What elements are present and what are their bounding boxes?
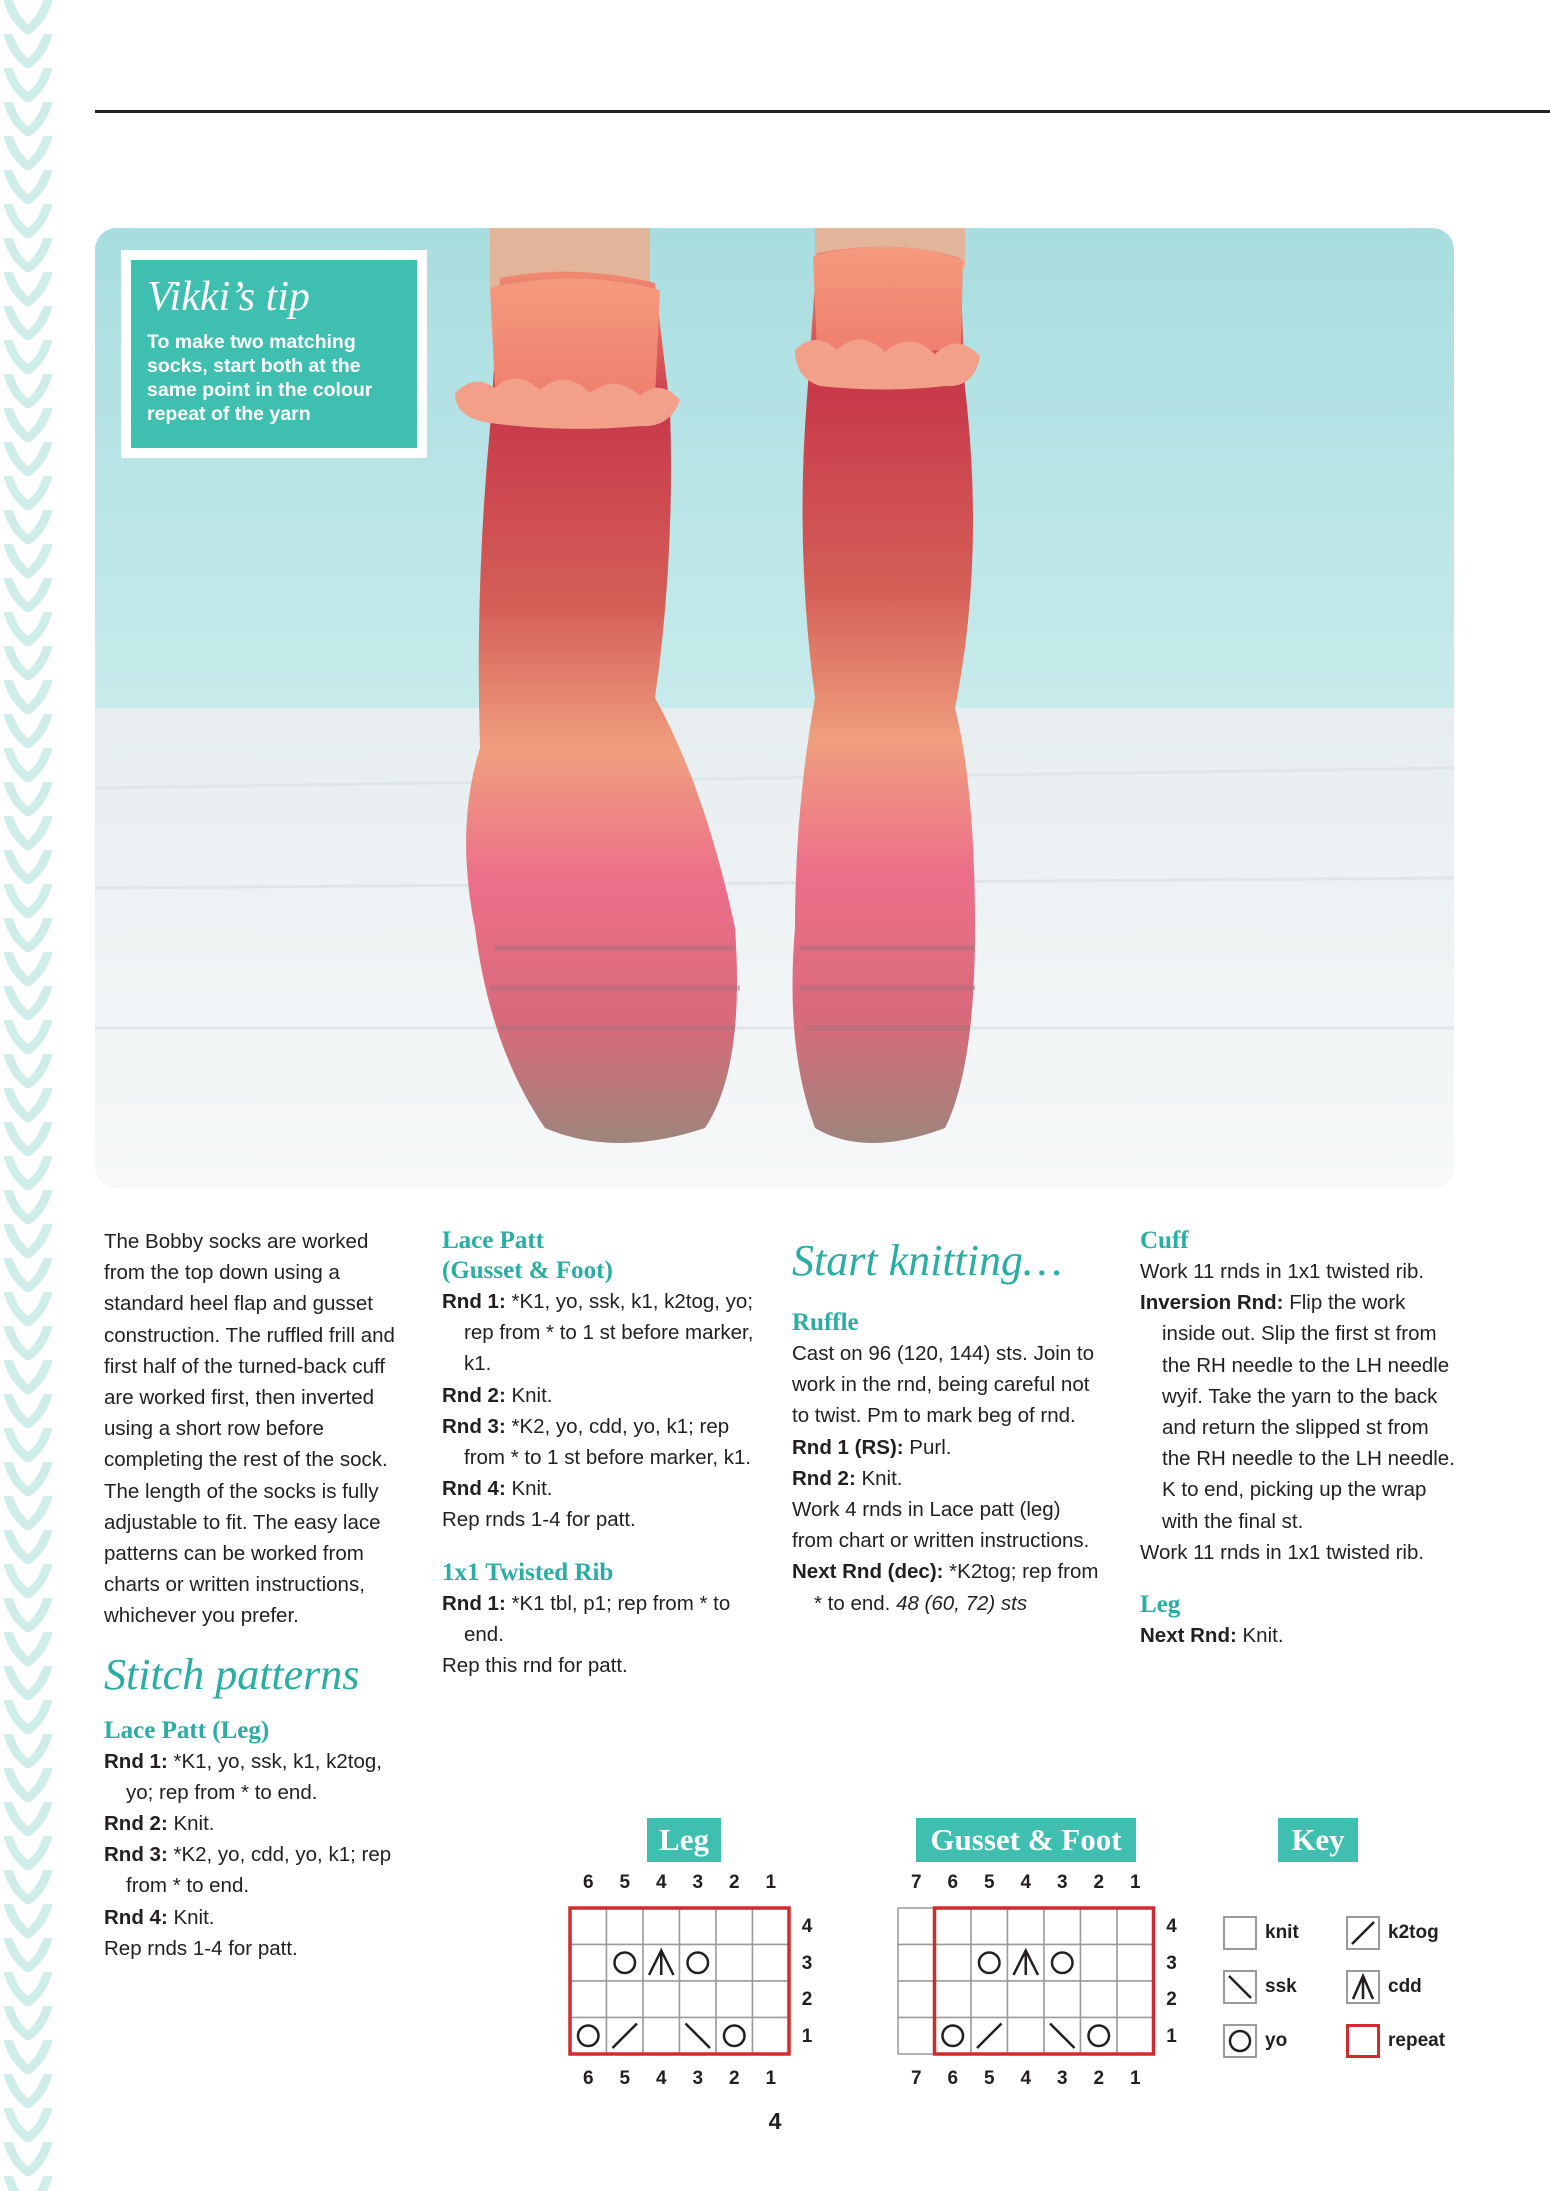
- gusset-col-label-bottom: 4: [1020, 2068, 1032, 2089]
- chart-cell: [1008, 1908, 1045, 1945]
- chart-cell: [753, 2018, 790, 2055]
- chart-cell: [935, 1981, 972, 2018]
- key-title: Key: [1278, 1818, 1358, 1862]
- chart-cell: [570, 1945, 607, 1982]
- gusset-row-label: 1: [1166, 2025, 1177, 2047]
- chart-cell: [1008, 1981, 1045, 2018]
- leg-row-label: 2: [801, 1989, 813, 2010]
- gusset-col-label-top: 5: [983, 1872, 995, 1893]
- chart-cell: [570, 2018, 607, 2055]
- gusset-col-label-bottom: 1: [1129, 2068, 1141, 2089]
- gusset-row-label: 2: [1166, 1989, 1177, 2010]
- chart-cell: [753, 1908, 790, 1945]
- rnd-text: *K1, yo, ssk, k1, k2tog, yo; rep from * to end.: [126, 1749, 382, 1804]
- yo-symbol-icon: [1089, 2026, 1110, 2047]
- leg-col-label-top: 1: [765, 1872, 777, 1893]
- gusset-rnd-1: [442, 1286, 768, 1380]
- leg-heading: Leg: [1140, 1591, 1181, 1619]
- chart-cell: [643, 1945, 680, 1982]
- chart-cell: [898, 2018, 935, 2055]
- cast-on-text: Cast on 96 (120, 144) sts. Join to work in the rnd, being careful not to twist. Pm to mark beg of rnd.: [792, 1342, 1094, 1428]
- chart-cell: [680, 1981, 717, 2018]
- rnd-text: Knit.: [855, 1466, 903, 1490]
- rnd-text: *K1 tbl, p1; rep from * to end.: [464, 1591, 731, 1646]
- chart-cell: [643, 2018, 680, 2055]
- lace-leg-rnd-1: [104, 1746, 414, 1808]
- chart-cell: [935, 2018, 972, 2055]
- k2tog-symbol-icon: [977, 2024, 1002, 2049]
- gusset-col-label-bottom: 7: [910, 2068, 922, 2089]
- rnd-text: *K2, yo, cdd, yo, k1; rep from * to 1 st before marker, k1.: [464, 1414, 752, 1470]
- leg-col-label-top: 2: [728, 1872, 740, 1893]
- chart-cell: [570, 1908, 607, 1945]
- gusset-col-label-top: 1: [1129, 1872, 1141, 1893]
- column-intro: [104, 1226, 414, 1964]
- ruffle-heading: Ruffle: [792, 1309, 859, 1336]
- cdd-symbol-icon: [1346, 1970, 1380, 2004]
- leg-col-label-top: 5: [619, 1872, 631, 1893]
- stitch-patterns-heading: Stitch patterns: [104, 1649, 360, 1699]
- rnd-label: Rnd 2:: [104, 1812, 168, 1836]
- chart-cell: [680, 1945, 717, 1982]
- rnd-label: Next Rnd (dec):: [792, 1560, 944, 1584]
- gusset-col-label-bottom: 6: [947, 2068, 959, 2089]
- rnd-label: Rnd 1:: [442, 1591, 506, 1615]
- tip-box: [121, 250, 427, 458]
- rnd-label: Inversion Rnd:: [1140, 1291, 1284, 1315]
- tip-panel: [131, 260, 417, 448]
- yo-symbol-icon: [578, 2026, 599, 2047]
- cuff-work-11-a: Work 11 rnds in 1x1 twisted rib.: [1140, 1260, 1425, 1283]
- leg-next-rnd: [1140, 1620, 1460, 1651]
- lace-leg-heading: Lace Patt (Leg): [104, 1716, 270, 1744]
- leg-chart-grid: [570, 1908, 789, 2054]
- rnd-text: *K2, yo, cdd, yo, k1; rep from * to end.: [126, 1843, 392, 1898]
- page-number: 4: [768, 2108, 782, 2134]
- k2tog-symbol-icon: [1346, 1916, 1380, 1950]
- chart-cell: [1081, 1945, 1118, 1982]
- intro-paragraph: The Bobby socks are worked from the top down using a standard heel flap and gusset construction. The ruffled frill and first half of the turned-back cuff are worked first, then inverted using a short row before completing the rest of the sock. The length of the socks is fully adjustable to fit. The easy lace patterns can be worked from charts or written instructions, whichever you prefer.: [104, 1230, 395, 1628]
- lace-leg-rnd-2: [104, 1808, 414, 1839]
- rnd-text: *K2tog; rep from * to end.: [814, 1560, 1099, 1615]
- chart-cell: [1081, 1908, 1118, 1945]
- repeat-outline: [935, 1908, 1154, 2054]
- chart-cell: [898, 1908, 935, 1945]
- cdd-symbol-icon: [1014, 1951, 1039, 1976]
- rib-heading: 1x1 Twisted Rib: [442, 1558, 614, 1586]
- leg-col-label-top: 4: [655, 1872, 667, 1893]
- leg-col-label-bottom: 4: [655, 2068, 667, 2089]
- cuff-work-11-b: Work 11 rnds in 1x1 twisted rib.: [1140, 1540, 1425, 1564]
- chart-cell: [898, 1945, 935, 1982]
- rnd-label: Rnd 1:: [442, 1290, 506, 1313]
- rib-repeat: Rep this rnd for patt.: [442, 1654, 628, 1678]
- yo-symbol-icon: [943, 2026, 964, 2047]
- leg-row-label: 3: [801, 1952, 813, 1974]
- chart-cell: [971, 1908, 1008, 1945]
- rnd-label: Next Rnd:: [1140, 1624, 1237, 1648]
- chart-cell: [1117, 1908, 1154, 1945]
- rnd-text: Knit.: [167, 1905, 215, 1929]
- rib-rnd-1: [442, 1588, 768, 1650]
- chart-cell: [607, 1981, 644, 2018]
- chart-cell: [643, 1908, 680, 1945]
- stitch-count: 48 (60, 72) sts: [896, 1591, 1028, 1615]
- gusset-col-label-bottom: 5: [983, 2068, 995, 2089]
- rnd-label: Rnd 2:: [792, 1466, 856, 1490]
- key-label-ssk: ssk: [1265, 1976, 1297, 1997]
- chart-cell: [716, 2018, 753, 2055]
- chart-cell: [716, 1908, 753, 1945]
- tip-title: Vikki’s tip: [147, 274, 310, 320]
- knit-symbol-icon: [1223, 1916, 1257, 1950]
- chart-cell: [1117, 1981, 1154, 2018]
- rnd-text: Flip the work inside out. Slip the first st from the RH needle to the LH needle wyif. Take the yarn to the back and return the slipped st from the RH needle to the LH needle. K to end, picking up the wrap with the final st.: [1162, 1291, 1455, 1533]
- rnd-text: Purl.: [903, 1435, 952, 1459]
- chart-cell: [935, 1945, 972, 1982]
- chart-cell: [1044, 2018, 1081, 2055]
- gusset-col-label-top: 7: [910, 1872, 922, 1893]
- column-start: [792, 1236, 1102, 1619]
- rnd-text: Knit.: [505, 1383, 553, 1407]
- chart-cell: [607, 2018, 644, 2055]
- gusset-rnd-4: [442, 1473, 768, 1504]
- rnd-label: Rnd 3:: [104, 1843, 168, 1867]
- leg-col-label-top: 6: [582, 1872, 594, 1893]
- gusset-col-label-bottom: 2: [1093, 2068, 1105, 2089]
- chart-cell: [570, 1981, 607, 2018]
- column-cuff: [1140, 1226, 1460, 1651]
- gusset-heading-line1: Lace Patt: [442, 1227, 545, 1254]
- repeat-outline: [570, 1908, 789, 2054]
- rnd-text: *K1, yo, ssk, k1, k2tog, yo; rep from * to 1 st before marker, k1.: [464, 1290, 754, 1376]
- chart-cell: [898, 1981, 935, 2018]
- key-label-cdd: cdd: [1388, 1976, 1422, 1997]
- chart-cell: [1117, 1945, 1154, 1982]
- rnd-label: Rnd 4:: [104, 1905, 168, 1929]
- rnd-text: Knit.: [1236, 1624, 1284, 1648]
- lace-leg-repeat: Rep rnds 1-4 for patt.: [104, 1936, 298, 1960]
- gusset-chart-grid: [898, 1908, 1154, 2054]
- chart-cell: [971, 1981, 1008, 2018]
- chart-cell: [1044, 1908, 1081, 1945]
- leg-col-label-bottom: 6: [582, 2068, 594, 2089]
- chart-cell: [643, 1981, 680, 2018]
- cdd-symbol-icon: [649, 1951, 674, 1976]
- chart-cell: [753, 1981, 790, 2018]
- work-4-rnds: Work 4 rnds in Lace patt (leg) from chart or written instructions.: [792, 1498, 1090, 1553]
- yo-symbol-icon: [1223, 2024, 1257, 2058]
- chart-cell: [971, 1945, 1008, 1982]
- chart-cell: [1008, 2018, 1045, 2055]
- ssk-symbol-icon: [1050, 2024, 1075, 2049]
- gusset-rnd-3: [442, 1411, 768, 1473]
- rnd-label: Rnd 3:: [442, 1414, 506, 1438]
- leg-chart-title: Leg: [647, 1818, 721, 1862]
- chart-cell: [1044, 1981, 1081, 2018]
- gusset-col-label-top: 2: [1093, 1872, 1105, 1893]
- rnd-label: Rnd 2:: [442, 1383, 506, 1407]
- repeat-symbol-icon: [1346, 2024, 1380, 2058]
- chart-cell: [607, 1908, 644, 1945]
- yo-symbol-icon: [615, 1953, 636, 1974]
- chart-cell: [1081, 2018, 1118, 2055]
- chart-cell: [680, 1908, 717, 1945]
- cuff-heading: Cuff: [1140, 1227, 1189, 1254]
- rnd-label: Rnd 1:: [104, 1749, 168, 1773]
- column-patterns: [442, 1226, 768, 1681]
- tip-text: To make two matching socks, start both at the same point in the colour repeat of the yarn: [147, 331, 373, 425]
- ssk-symbol-icon: [686, 2024, 711, 2049]
- ruffle-rnd-1: [792, 1432, 1102, 1463]
- chart-cell: [753, 1945, 790, 1982]
- header-rule: [95, 110, 1550, 113]
- chart-cell: [935, 1908, 972, 1945]
- chart-cell: [1117, 2018, 1154, 2055]
- lace-leg-rnd-4: [104, 1902, 414, 1933]
- gusset-chart-title: Gusset & Foot: [916, 1818, 1136, 1862]
- chart-cell: [716, 1981, 753, 2018]
- k2tog-symbol-icon: [613, 2024, 638, 2049]
- key-label-knit: knit: [1265, 1922, 1299, 1943]
- inversion-rnd: [1140, 1287, 1460, 1537]
- knit-stitch-border: [0, 0, 56, 2191]
- leg-row-label: 4: [801, 1916, 813, 1937]
- chart-cell: [971, 2018, 1008, 2055]
- chart-cell: [1044, 1945, 1081, 1982]
- gusset-col-label-bottom: 3: [1056, 2068, 1068, 2089]
- start-knitting-heading: Start knitting…: [792, 1236, 1063, 1285]
- leg-col-label-top: 3: [692, 1872, 704, 1893]
- gusset-heading-line2: (Gusset & Foot): [442, 1257, 613, 1284]
- next-rnd-dec: [792, 1556, 1102, 1618]
- yo-symbol-icon: [688, 1953, 709, 1974]
- key-label-repeat: repeat: [1388, 2030, 1446, 2051]
- yo-symbol-icon: [724, 2026, 745, 2047]
- rnd-text: Knit.: [505, 1477, 553, 1501]
- gusset-row-label: 3: [1166, 1952, 1177, 1974]
- key-label-k2tog: k2tog: [1388, 1922, 1439, 1943]
- leg-col-label-bottom: 5: [619, 2068, 631, 2089]
- lace-leg-rnd-3: [104, 1839, 414, 1901]
- gusset-repeat: Rep rnds 1-4 for patt.: [442, 1508, 636, 1532]
- gusset-col-label-top: 6: [947, 1872, 959, 1893]
- yo-symbol-icon: [979, 1953, 1000, 1974]
- leg-col-label-bottom: 3: [692, 2068, 704, 2089]
- leg-col-label-bottom: 2: [728, 2068, 740, 2089]
- gusset-row-label: 4: [1166, 1916, 1177, 1937]
- chart-cell: [1081, 1981, 1118, 2018]
- key-label-yo: yo: [1265, 2030, 1288, 2051]
- ruffle-rnd-2: [792, 1463, 1102, 1494]
- chart-cell: [680, 2018, 717, 2055]
- rnd-text: Knit.: [167, 1812, 215, 1836]
- rnd-label: Rnd 1 (RS):: [792, 1435, 904, 1459]
- chart-cell: [716, 1945, 753, 1982]
- ssk-symbol-icon: [1223, 1970, 1257, 2004]
- chart-cell: [1008, 1945, 1045, 1982]
- leg-row-label: 1: [801, 2025, 813, 2047]
- rnd-label: Rnd 4:: [442, 1477, 506, 1501]
- chart-cell: [607, 1945, 644, 1982]
- leg-col-label-bottom: 1: [765, 2068, 777, 2089]
- gusset-col-label-top: 4: [1020, 1872, 1032, 1893]
- yo-symbol-icon: [1052, 1953, 1073, 1974]
- gusset-rnd-2: [442, 1380, 768, 1411]
- gusset-col-label-top: 3: [1056, 1872, 1068, 1893]
